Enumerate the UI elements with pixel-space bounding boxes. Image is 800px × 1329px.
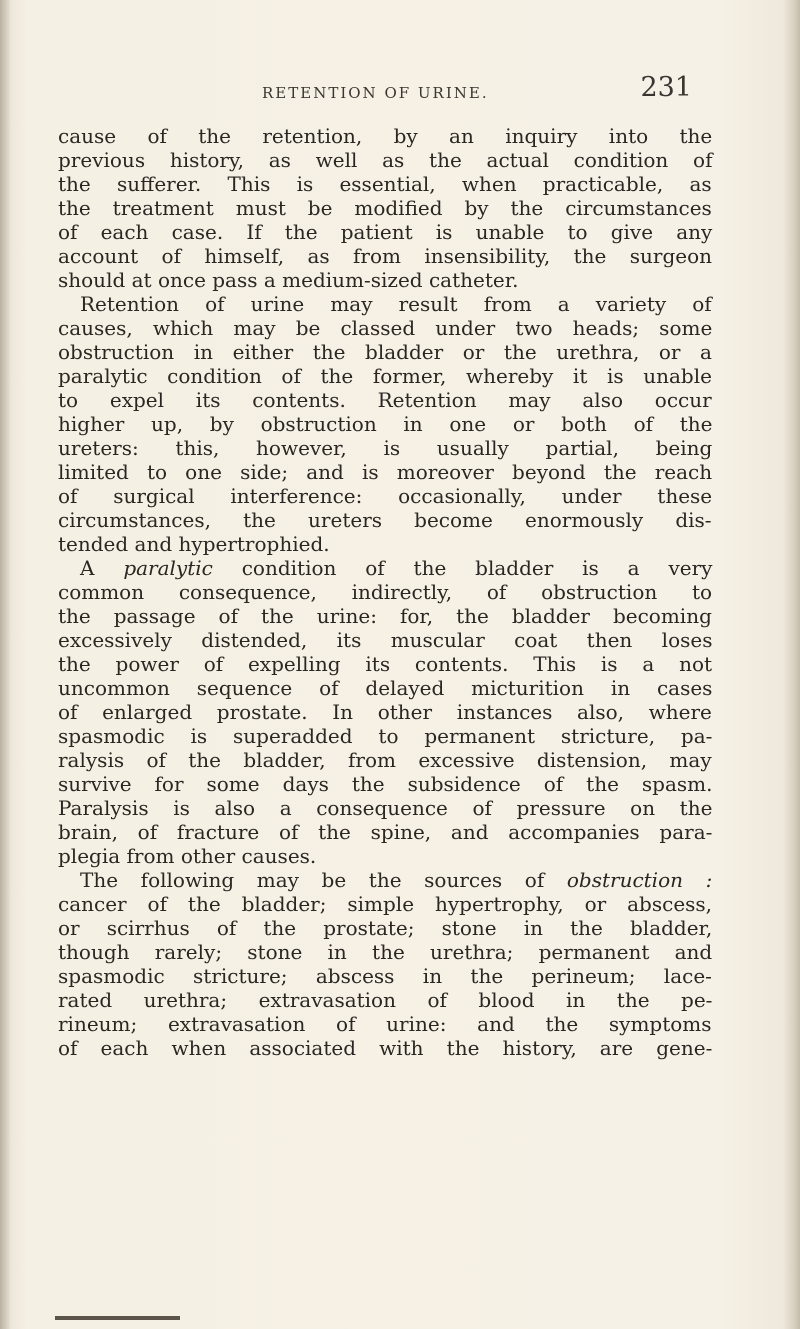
text-segment: plegia from other causes. (58, 844, 317, 868)
text-segment: higher up, by obstruction in one or both of the (58, 412, 713, 436)
text-line (58, 460, 712, 484)
text-line (58, 196, 712, 220)
text-line (58, 1036, 712, 1060)
text-line (58, 844, 712, 868)
text-segment: paralytic condition of the former, whereby it is unable (58, 364, 712, 388)
text-segment: the power of expelling its contents. This is a not (58, 652, 713, 676)
binding-gutter (0, 0, 10, 1329)
text-segment: previous history, as well as the actual condition of (58, 148, 713, 172)
text-line (58, 364, 712, 388)
body-text (58, 124, 712, 1060)
text-segment: spasmodic stricture; abscess in the perineum; lace- (58, 964, 712, 988)
text-line (58, 820, 712, 844)
text-segment: cancer of the bladder; simple hypertrophy, or abscess, (58, 892, 713, 916)
text-segment: or scirrhus of the prostate; stone in the bladder, (58, 916, 713, 940)
text-line (58, 484, 712, 508)
text-line (58, 532, 712, 556)
text-segment: should at once pass a medium-sized catheter. (58, 268, 519, 292)
text-segment: the sufferer. This is essential, when practicable, as (58, 172, 712, 196)
text-segment: ureters: this, however, is usually partial, being (58, 436, 713, 460)
text-line (58, 628, 712, 652)
text-segment: to expel its contents. Retention may also occur (58, 388, 712, 412)
text-segment: of enlarged prostate. In other instances also, where (58, 700, 712, 724)
text-segment: causes, which may be classed under two heads; some (58, 316, 713, 340)
page-number: 231 (640, 72, 692, 103)
text-segment: circumstances, the ureters become enormously dis- (58, 508, 712, 532)
bottom-rule (55, 1316, 180, 1320)
text-line (58, 700, 712, 724)
text-segment: ralysis of the bladder, from excessive distension, may (58, 748, 712, 772)
page-edge (784, 0, 800, 1329)
text-segment: excessively distended, its muscular coat then loses (58, 628, 713, 652)
text-line (58, 772, 712, 796)
page-header (262, 72, 692, 112)
text-line (58, 316, 712, 340)
text-line (58, 436, 712, 460)
text-segment: of surgical interference: occasionally, under these (58, 484, 713, 508)
text-segment: rated urethra; extravasation of blood in the pe- (58, 988, 713, 1012)
text-line (58, 580, 712, 604)
italic-term: paralytic (123, 556, 213, 580)
text-line (58, 652, 712, 676)
text-segment: spasmodic is superadded to permanent stricture, pa- (58, 724, 713, 748)
text-segment: cause of the retention, by an inquiry into the (58, 124, 713, 148)
text-line (58, 508, 712, 532)
text-segment: brain, of fracture of the spine, and accompanies para- (58, 820, 713, 844)
text-line (58, 868, 712, 892)
text-segment: uncommon sequence of delayed micturition in cases (58, 676, 713, 700)
text-line (58, 172, 712, 196)
text-line (58, 940, 712, 964)
running-head: RETENTION OF URINE. (262, 84, 489, 102)
text-line (58, 292, 712, 316)
text-segment: account of himself, as from insensibility, the surgeon (58, 244, 713, 268)
italic-term: obstruction : (566, 868, 713, 892)
text-line (58, 556, 712, 580)
text-segment: of each when associated with the history, are gene- (58, 1036, 713, 1060)
text-segment: condition of the bladder is a very (212, 556, 713, 580)
text-line (58, 604, 712, 628)
text-line (58, 964, 712, 988)
text-line (58, 796, 712, 820)
text-line (58, 892, 712, 916)
text-line (58, 916, 712, 940)
text-line (58, 1012, 712, 1036)
text-line (58, 676, 712, 700)
text-segment: Retention of urine may result from a variety of (80, 292, 712, 316)
text-line (58, 220, 712, 244)
text-line (58, 724, 712, 748)
text-segment: obstruction in either the bladder or the urethra, or a (58, 340, 712, 364)
text-line (58, 748, 712, 772)
text-line (58, 268, 712, 292)
text-line (58, 988, 712, 1012)
text-segment: A (80, 556, 124, 580)
text-line (58, 148, 712, 172)
text-line (58, 340, 712, 364)
text-segment: tended and hypertrophied. (58, 532, 330, 556)
text-segment: common consequence, indirectly, of obstruction to (58, 580, 713, 604)
text-segment: survive for some days the subsidence of the spasm. (58, 772, 713, 796)
text-line (58, 124, 712, 148)
text-segment: limited to one side; and is moreover beyond the reach (58, 460, 713, 484)
text-segment: rineum; extravasation of urine: and the symptoms (58, 1012, 712, 1036)
text-segment: the treatment must be modified by the circumstances (58, 196, 712, 220)
text-segment: of each case. If the patient is unable to give any (58, 220, 713, 244)
text-segment: though rarely; stone in the urethra; permanent and (58, 940, 713, 964)
text-segment: The following may be the sources of (80, 868, 567, 892)
text-line (58, 388, 712, 412)
text-segment: the passage of the urine: for, the bladder becoming (58, 604, 712, 628)
text-segment: Paralysis is also a consequence of pressure on the (58, 796, 713, 820)
text-line (58, 412, 712, 436)
text-line (58, 244, 712, 268)
